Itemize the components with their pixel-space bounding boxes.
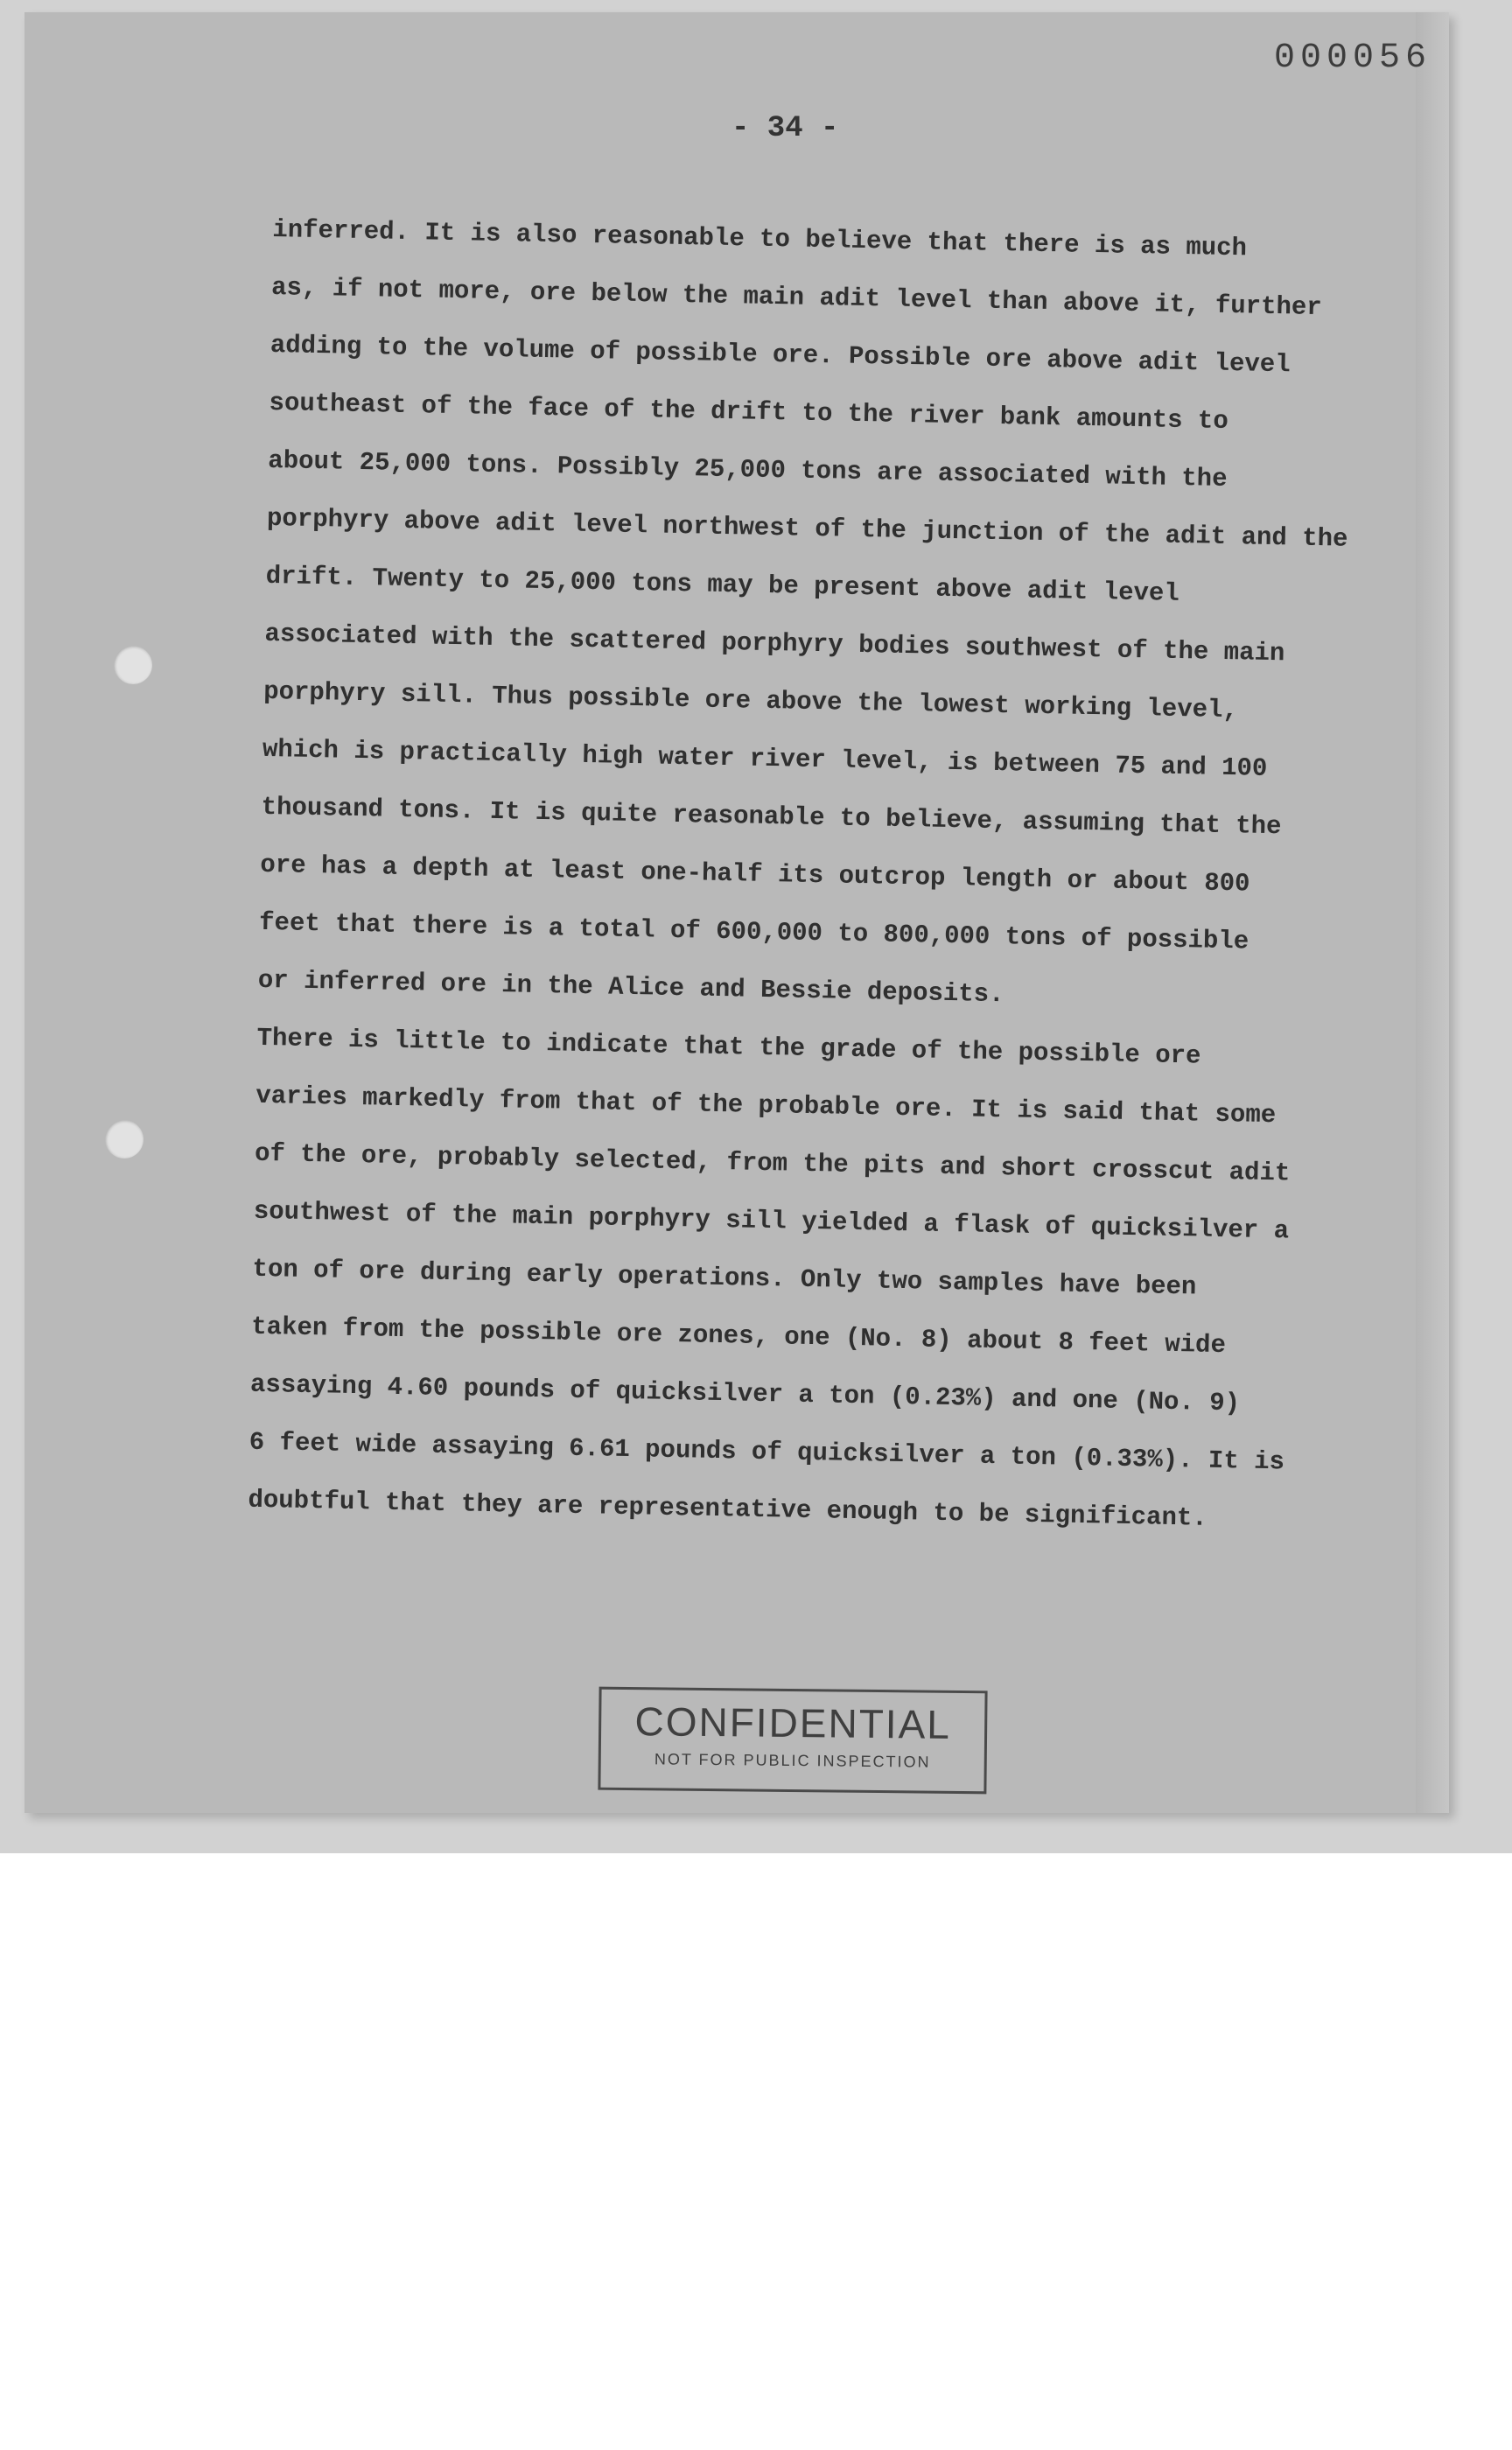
page-edge-shadow bbox=[1416, 12, 1449, 1813]
paragraph: inferred. It is also reasonable to believe that there is as much as, if not more, ore below the main adit level than above it, further adding to the volume of possible ore. Possible ore above adit level southeast of the face of the drift to the river bank amounts to about 25,000 tons. Possibly 25,000 tons are associated with the porphyry above adit level northwest of the junction of the adit and the drift. Twenty to 25,000 tons may be present above adit level associated with the scattered porphyry bodies southwest of the main porphyry sill. Thus possible ore above the lowest working level, which is practically high water river level, is between 75 and 100 thousand tons. It is quite reasonable to believe, assuming that the ore has a depth at least one-half its outcrop length or about 800 feet that there is a total of 600,000 to 800,000 tons of possible or inferred ore in the Alice and Bessie deposits. bbox=[257, 214, 1348, 1010]
confidential-stamp bbox=[598, 1687, 987, 1795]
page-number: - 34 - bbox=[732, 112, 839, 145]
document-number: 000056 bbox=[1274, 38, 1432, 78]
binder-hole bbox=[105, 1120, 144, 1158]
binder-hole bbox=[114, 646, 152, 684]
paragraph: There is little to indicate that the grade of the possible ore varies markedly from that of the probable ore. It is said that some of the ore, probably selected, from the pits and short crosscut adit southwest of the main porphyry sill yielded a flask of quicksilver a ton of ore during early operations. Only two samples have been taken from the possible ore zones, one (No. 8) about 8 feet wide assaying 4.60 pounds of quicksilver a ton (0.23%) and one (No. 9) 6 feet wide assaying 6.61 pounds of quicksilver a ton (0.33%). It is doubtful that they are representative enough to be significant. bbox=[248, 1023, 1291, 1533]
body-text bbox=[248, 201, 1367, 1550]
stamp-title: CONFIDENTIAL bbox=[634, 1698, 952, 1747]
stamp-subtitle: NOT FOR PUBLIC INSPECTION bbox=[654, 1750, 931, 1771]
document-page bbox=[24, 12, 1449, 1813]
